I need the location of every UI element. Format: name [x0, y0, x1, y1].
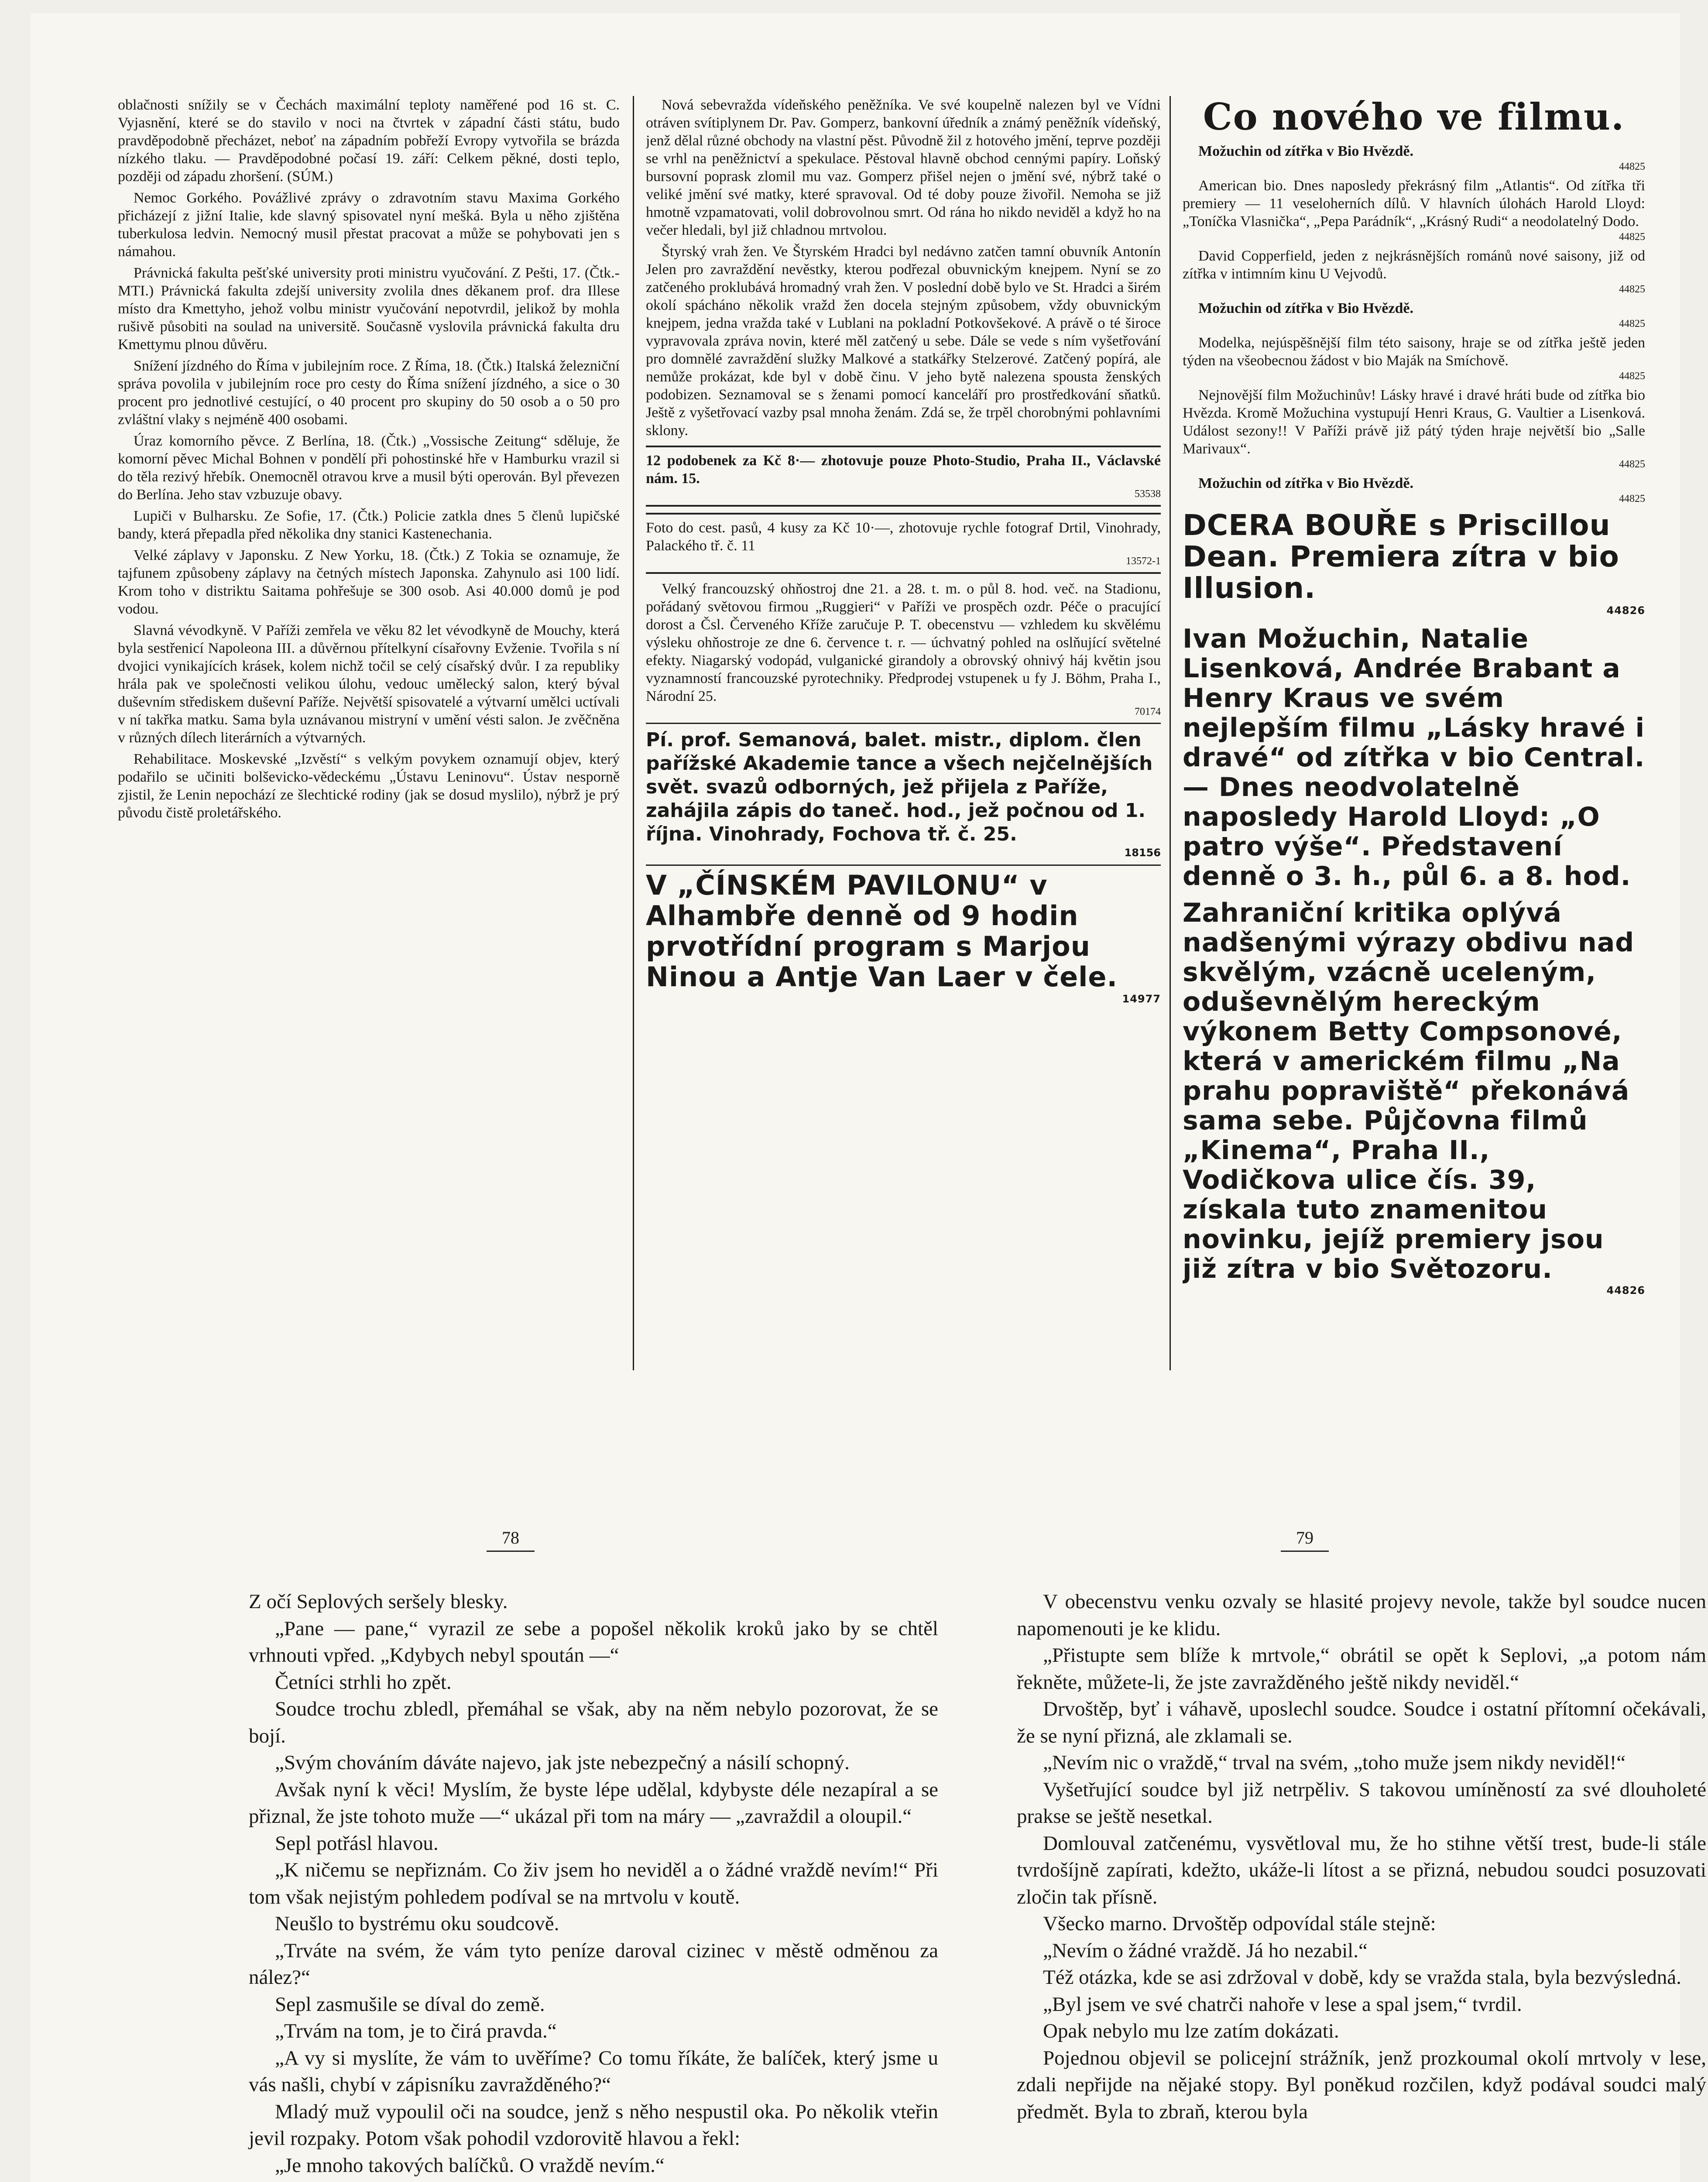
- ad-code: 44825: [1619, 161, 1645, 172]
- film-notice-text: Možuchin od zítřka v Bio Hvězdě.: [1198, 475, 1413, 491]
- paragraph: „Trváte na svém, že vám tyto peníze daroval cizinec v městě odměnou za nález?“: [249, 1939, 938, 1989]
- paragraph: „Pane — pane,“ vyrazil ze sebe a popošel několik kroků jako by se chtěl vrhnouti vpřed. „Kdybych nebyl spoután —“: [249, 1617, 938, 1667]
- film-section-heading: Co nového ve filmu.: [1203, 96, 1625, 138]
- paragraph: „Byl jsem ve své chatrči nahoře v lese a spal jsem,“ tvrdil.: [1043, 1993, 1522, 2016]
- paragraph: Avšak nyní k věci! Myslím, že byste lépe udělal, kdybyste déle nezapíral a se přiznal, že jste tohoto muže —“ ukázal při tom na máry — „zavraždil a oloupil.“: [249, 1778, 938, 1828]
- ad-photo-studio: [646, 446, 1161, 507]
- film-notice-text: Modelka, nejúspěšnější film této saisony, hraje se od zítřka ještě jeden týden na všeobecnou žádost v bio Maják na Smíchově.: [1183, 335, 1645, 369]
- film-notice: [1183, 299, 1645, 330]
- ad-dance-school: [646, 728, 1161, 859]
- film-notice-text: Nejnovější film Možuchinův! Lásky hravé i dravé hráti bude od zítřka bio Hvězda. Kromě Možuchina vystupují Henri Kraus, G. Vaultier a Lisenková. Událost sezony!! V Paříži právě již pátý týden hraje největší bio „Salle Marivaux“.: [1183, 387, 1645, 457]
- paragraph: Mladý muž vypoulil oči na soudce, jenž s něho nespustil oka. Po několik vteřin jevil rozpaky. Potom však pohodil vzdorovitě hlavou a řekl:: [249, 2100, 938, 2150]
- newspaper-clipping: [118, 79, 1645, 1383]
- paragraph: Sepl potřásl hlavou.: [275, 1832, 439, 1855]
- paragraph: V obecenstvu venku ozvaly se hlasité projevy nevole, takže byl soudce nucen napomenouti je ke klidu.: [1017, 1590, 1706, 1640]
- news-item: Velké záplavy v Japonsku. Z New Yorku, 18. (Čtk.) Z Tokia se oznamuje, že tajfunem způsobeny záplavy na četných místech Japonska. Zahynulo asi 100 lidí. Krom toho v distriktu Saitama pohřešuje se 300 osob. Asi 40.000 domů je pod vodou.: [118, 547, 620, 617]
- ad-code: 13572-1: [1126, 556, 1161, 567]
- ad-code: 14977: [1122, 993, 1161, 1005]
- ad-text: Velký francouzský ohňostroj dne 21. a 28. t. m. o půl 8. hod. več. na Stadionu, pořádaný světovou firmou „Ruggieri“ v Paříži ve prospěch ozdr. Péče o pracující dorost a Čsl. Červeného Kříže zaručuje P. T. obecenstvu — vzhledem ku skvělému výsleku ohňostroje ze dne 6. července t. r. — úchvatný pohled na oslňující světelné efekty. Niagarský vodopád, vulganické girandoly a obrovský ohnivý háj květin jsou vyznamností francouzské pyrotechniky. Předprodej vstupenek u fy J. Böhm, Praha I., Národní 25.: [646, 581, 1161, 704]
- book-page-left: [249, 1588, 938, 2179]
- news-item: Nová sebevražda vídeňského peněžníka. Ve své koupelně nalezen byl ve Vídni otráven svítiplynem Dr. Pav. Gomperz, bankovní úředník a známý peněžník vídeňský, jenž dělal různé obchody na vlastní pěst. Původně žil z hotového jmění, teprve později se vrhl na peněžnictví a spekulace. Pěstoval hlavně obchod cennými papíry. Loňský bursovní poprask zlomil mu vaz. Gomperz přišel nejen o jmění své, nýbrž také o veliké jmění své matky, které spravoval. Od té doby pouze živořil. Nemoha se již hmotně vzpamatovati, volil dobrovolnou smrt. Od rána ho nikdo neviděl a když ho na večer hledali, byl již chladnou mrtvolou.: [646, 97, 1161, 238]
- ad-text: Pí. prof. Semanová, balet. mistr., diplom. člen pařížské Akademie tance a všech nejčelnějších svět. svazů odborných, jež přijela z Paříže, zahájila zápis do taneč. hod., jež počnou od 1. října. Vinohrady, Fochova tř. č. 25.: [646, 729, 1153, 845]
- ad-text: 12 podobenek za Kč 8·— zhotovuje pouze Photo-Studio, Praha II., Václavské nám. 15.: [646, 453, 1161, 487]
- film-notice: [1183, 386, 1645, 471]
- news-item: Úraz komorního pěvce. Z Berlína, 18. (Čtk.) „Vossische Zeitung“ sděluje, že komorní pěvec Michal Bohnen v pondělí při pohostinské hře v Hamburku vrazil si do těla rezivý hřebík. Onemocněl otravou krve a musil býti operován. Byl převezen do Berlína. Jeho stav vzbuzuje obavy.: [118, 433, 620, 503]
- film-ad-central: [1183, 624, 1645, 891]
- divider: [646, 723, 1161, 724]
- film-notice-text: American bio. Dnes naposledy překrásný film „Atlantis“. Od zítřka tři premiery — 11 veseloherních dílů. V hlavních úlohách Harold Lloyd: „Toníčka Vlasnička“, „Pepa Parádník“, „Krásný Rudi“ a neodolatelný Dodo.: [1183, 178, 1645, 230]
- news-item: Lupiči v Bulharsku. Ze Sofie, 17. (Čtk.) Policie zatkla dnes 5 členů lupičské bandy, která přepadla před několika dny stanici Kastenechania.: [118, 508, 620, 542]
- paragraph: Pojednou objevil se policejní strážník, jenž prozkoumal okolí mrtvoly v lese, zdali nepřijde na nějaké stopy. Byl poněkud rozčilen, když podával soudci malý předmět. Byla to zbraň, kterou byla: [1017, 2046, 1706, 2123]
- film-ad-dcera-boure: [1183, 510, 1645, 617]
- ad-code: 44825: [1619, 231, 1645, 243]
- ad-chinese-pavilion: [646, 870, 1161, 1005]
- ad-code: 18156: [1124, 847, 1161, 859]
- film-notice-text: DCERA BOUŘE s Priscillou Dean. Premiera zítra v bio Illusion.: [1183, 508, 1619, 605]
- ad-fireworks: [646, 580, 1161, 718]
- film-notice-text: Možuchin od zítřka v Bio Hvězdě.: [1198, 300, 1413, 316]
- film-notice: [1183, 177, 1645, 244]
- film-notice-text: David Copperfield, jeden z nejkrásnějších románů nové saisony, již od zítřka v intimním kinu U Vejvodů.: [1183, 248, 1645, 282]
- paragraph: Domlouval zatčenému, vysvětloval mu, že ho stihne větší trest, bude-li stále tvrdošíjně zapírati, kdežto, ukáže-li lítost a se přizná, nebudou soudci posuzovati zločin tak přísně.: [1017, 1832, 1706, 1908]
- ad-code: 44825: [1619, 318, 1645, 329]
- paragraph: Vyšetřující soudce byl již netrpěliv. S takovou umíněností za své dlouholeté prakse se ještě nesetkal.: [1017, 1778, 1706, 1828]
- ad-code: 44825: [1619, 371, 1645, 382]
- news-column-3-film: [1183, 96, 1645, 1383]
- ad-code: 70174: [1135, 706, 1161, 717]
- film-notice-text: Možuchin od zítřka v Bio Hvězdě.: [1198, 143, 1413, 159]
- ad-code: 44825: [1619, 493, 1645, 504]
- ad-code: 44825: [1619, 284, 1645, 295]
- ad-passport-photo: [646, 513, 1161, 574]
- scanned-sheet: [31, 13, 1706, 2182]
- news-column-1: [118, 96, 620, 1383]
- paragraph: Drvoštěp, byť i váhavě, uposlechl soudce. Soudce i ostatní přítomní očekávali, že se nyní přizná, ale zklamali se.: [1017, 1698, 1706, 1747]
- paragraph: „Svým chováním dáváte najevo, jak jste nebezpečný a násilí schopný.: [275, 1751, 850, 1774]
- news-item: oblačnosti snížily se v Čechách maximální teploty naměřené pod 16 st. C. Vyjasnění, které se do stavilo v noci na čtvrtek v západní části státu, budo pravděpodobně přecházet, neboť na západním pobřeží Evropy vytvořila se brázda nízkého tlaku. — Pravděpodobné počasí 19. září: Celkem pěkné, dosti teplo, později od západu zhoršení. (SÚM.): [118, 97, 620, 185]
- film-notice: [1183, 142, 1645, 173]
- ad-code: 44826: [1606, 604, 1645, 617]
- paragraph: „Přistupte sem blíže k mrtvole,“ obrátil se opět k Seplovi, „a potom nám řekněte, můžete-li, že jste zavražděného ještě nikdy neviděl.“: [1017, 1644, 1706, 1694]
- paragraph: „Je mnoho takových balíčků. O vraždě nevím.“: [275, 2154, 665, 2177]
- news-item: Snížení jízdného do Říma v jubilejním roce. Z Říma, 18. (Čtk.) Italská železniční správa povolila v jubilejním roce pro cesty do Říma snížení jízdného, a sice o 30 procent pro jednotlivé cestující, o 40 procent pro skupiny do 50 osob a o 50 pro zvláštní vlaky s nejméně 400 osobami.: [118, 358, 620, 428]
- paragraph: Sepl zasmušile se díval do země.: [275, 1993, 545, 2016]
- news-item: Nemoc Gorkého. Povážlivé zprávy o zdravotním stavu Maxima Gorkého přicházejí z jižní Italie, kde slavný spisovatel nyní mešká. Byla u něho zjištěna tuberkulosa ledvin. Nemocný musil přestat pracovat a může se pohybovati jen s námahou.: [118, 190, 620, 260]
- paragraph: Opak nebylo mu lze zatím dokázati.: [1043, 2020, 1339, 2042]
- film-notice: [1183, 247, 1645, 296]
- news-item: Štyrský vrah žen. Ve Štyrském Hradci byl nedávno zatčen tamní obuvník Antonín Jelen pro zavraždění nevěstky, kterou podřezal obuvnickým knejpem. Nyní se zo zatčeného proklubává hromadný vrah žen. V poslední době bylo ve St. Hradci a širém okolí spácháno několik vražd žen docela stejným způsobem, vždy obuvnickým knejpem, jedna vražda také v Lublani na pokladní Potkovšekové. A právě o té široce vypravovala zpráva novin, které měl zatčený u sebe. Dále se vede s ním vyšetřování pro domnělé zavraždění služky Malkové a statkářky Stelzerové. Zatčený popírá, ale nemůže prokázat, kde byl v době činu. V jeho bytě nalezena spousta ženských podobizen. Seznamoval se s ženami pomocí kanceláří pro prostředkování sňatků. Ještě z vyšetřovací vazby psal mnoha ženám. Zdá se, že trpěl chorobnými pohlavními sklony.: [646, 244, 1161, 439]
- paragraph: „Trvám na tom, je to čirá pravda.“: [275, 2020, 557, 2042]
- paragraph: Všecko marno. Drvoštěp odpovídal stále stejně:: [1043, 1912, 1436, 1935]
- column-divider: [1170, 96, 1171, 1370]
- paragraph: „K ničemu se nepřiznám. Co živ jsem ho neviděl a o žádné vraždě nevím!“ Při tom však nejistým pohledem podíval se na mrtvolu v koutě.: [249, 1859, 938, 1908]
- paragraph: Neušlo to bystrému oku soudcově.: [275, 1912, 559, 1935]
- ad-text: Foto do cest. pasů, 4 kusy za Kč 10·—, zhotovuje rychle fotograf Drtil, Vinohrady, Palackého tř. č. 11: [646, 520, 1161, 554]
- news-column-2: [646, 96, 1161, 1383]
- paragraph: „A vy si myslíte, že vám to uvěříme? Co tomu říkáte, že balíček, který jsme u vás našli, chybí v zápisníku zavražděného?“: [249, 2046, 938, 2096]
- film-notice-text: Zahraniční kritika oplývá nadšenými výrazy obdivu nad skvělým, vzácně uceleným, oduševnělým hereckým výkonem Betty Compsonové, která v americkém filmu „Na prahu popraviště“ překonává sama sebe. Půjčovna filmů „Kinema“, Praha II., Vodičkova ulice čís. 39, získala tuto znamenitou novinku, jejíž premiery jsou již zítra v bio Světozoru.: [1183, 898, 1635, 1284]
- ad-code: 53538: [1135, 488, 1161, 500]
- book-page-right: [1017, 1588, 1706, 2125]
- ad-code: 44825: [1619, 459, 1645, 470]
- ad-code: 44826: [1606, 1284, 1645, 1297]
- paragraph: „Nevím o žádné vraždě. Já ho nezabil.“: [1043, 1939, 1368, 1962]
- film-ad-kinema: [1183, 898, 1645, 1297]
- paragraph: Též otázka, kde se asi zdržoval v době, kdy se vražda stala, byla bezvýsledná.: [1043, 1966, 1681, 1989]
- page-number-right: 79: [1261, 1527, 1348, 1552]
- news-item: Slavná vévodkyně. V Paříži zemřela ve věku 82 let vévodkyně de Mouchy, která byla sestřenicí Napoleona III. a důvěrnou přítelkyní císařovny Evženie. Tvořila s ní dvojici vynikajících krásek, kolem nichž točil se celý císařský dvůr. I za republiky hrála pak ve společnosti velikou úlohu, vedouc umělecký salon, který býval duševním střediskem duševní Paříže. Největší spisovatelé a výtvarní umělci uctívali v ní takřka matku. Sama byla uznávanou mistryní v umění vésti salon. Je zvěčněna v různých dílech literárních a výtvarných.: [118, 622, 620, 746]
- paragraph: Soudce trochu zbledl, přemáhal se však, aby na něm nebylo pozorovat, že se bojí.: [249, 1698, 938, 1747]
- paragraph: „Nevím nic o vraždě,“ trval na svém, „toho muže jsem nikdy neviděl!“: [1043, 1751, 1626, 1774]
- paragraph: Četníci strhli ho zpět.: [275, 1671, 452, 1694]
- film-notice: [1183, 474, 1645, 505]
- film-notice: [1183, 334, 1645, 383]
- news-item: Rehabilitace. Moskevské „Izvěstí“ s velkým povykem oznamují objev, který podařilo se učiniti bolševicko-vědeckému „Ústavu Leninovu“. Ústav nesporně zjistil, že Lenin nepochází ze šlechtické rodiny (jak se dosud myslilo), nýbrž je prý původu čistě proletářského.: [118, 751, 620, 821]
- page-number-left: 78: [467, 1527, 554, 1552]
- column-divider: [633, 96, 634, 1370]
- news-item: Právnická fakulta pešťské university proti ministru vyučování. Z Pešti, 17. (Čtk.-MTI.) Právnická fakulta zdejší university zvolila dnes děkanem prof. dra Illese místo dra Kmettyho, jehož volbu ministr vyučování nepotvrdil, jelikož by mohla rušivě působiti na soulad na universitě. Současně vyslovila právnická fakulta dru Kmettymu plnou důvěru.: [118, 265, 620, 353]
- ad-text: V „ČÍNSKÉM PAVILONU“ v Alhambře denně od 9 hodin prvotřídní program s Marjou Ninou a Antje Van Laer v čele.: [646, 869, 1118, 993]
- film-notice-text: Ivan Možuchin, Natalie Lisenková, Andrée Brabant a Henry Kraus ve svém nejlepším filmu „Lásky hravé i dravé“ od zítřka v bio Central. — Dnes neodvolatelně naposledy Harold Lloyd: „O patro výše“. Představení denně o 3. h., půl 6. a 8. hod.: [1183, 624, 1645, 892]
- divider: [646, 865, 1161, 866]
- paragraph: Z očí Seplových seršely blesky.: [249, 1590, 508, 1613]
